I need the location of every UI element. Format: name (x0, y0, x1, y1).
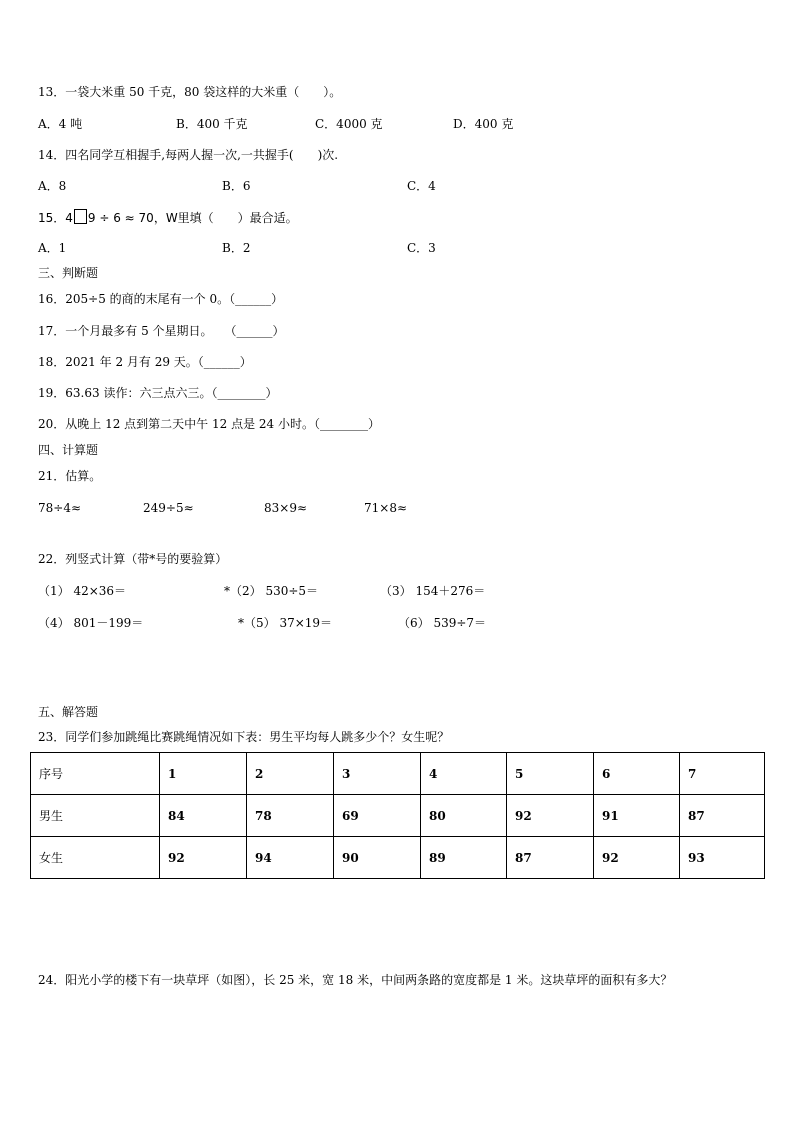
table-cell: 92 (507, 795, 594, 837)
table-row-girls (31, 837, 765, 879)
table-cell: 92 (594, 837, 680, 879)
table-header-cell: 3 (334, 753, 421, 795)
q15-option-b: B．2 (222, 241, 251, 255)
q22-stem: 22．列竖式计算（带*号的要验算） (38, 552, 228, 566)
q13-stem: 13．一袋大米重 50 千克，80 袋这样的大米重（ ）。 (38, 85, 342, 99)
table-cell: 87 (680, 795, 765, 837)
q18: 18．2021 年 2 月有 29 天。（______） (38, 355, 252, 369)
table-cell: 92 (160, 837, 247, 879)
table-header-cell: 序号 (31, 753, 160, 795)
table-cell: 男生 (31, 795, 160, 837)
q22-item-5: *（5） 37×19＝ (238, 616, 333, 630)
section-5-heading: 五、解答题 (38, 705, 99, 719)
table-cell: 80 (421, 795, 507, 837)
section-4-heading: 四、计算题 (38, 443, 99, 457)
q21-item-3: 83×9≈ (264, 501, 308, 515)
q20: 20．从晚上 12 点到第二天中午 12 点是 24 小时。（________） (38, 417, 380, 431)
table-header-cell: 5 (507, 753, 594, 795)
q14-option-c: C．4 (407, 179, 436, 193)
table-header-cell: 4 (421, 753, 507, 795)
q22-item-2: *（2） 530÷5＝ (224, 584, 319, 598)
q13-option-d: D．400 克 (453, 117, 514, 131)
q14-option-b: B．6 (222, 179, 251, 193)
q15-option-a: A．1 (38, 241, 67, 255)
jump-rope-table (30, 752, 765, 879)
q16: 16．205÷5 的商的末尾有一个 0。（______） (38, 292, 284, 306)
table-cell: 87 (507, 837, 594, 879)
q13-option-b: B．400 千克 (176, 117, 248, 131)
q21-item-2: 249÷5≈ (143, 501, 194, 515)
q14-option-a: A．8 (38, 179, 67, 193)
q15-stem (38, 209, 298, 226)
q15-stem-suffix: 9 ÷ 6 ≈ 70，W里填（ ）最合适。 (87, 211, 298, 225)
table-cell: 84 (160, 795, 247, 837)
table-header-cell: 2 (247, 753, 334, 795)
table-header-cell: 7 (680, 753, 765, 795)
q13-option-c: C．4000 克 (315, 117, 383, 131)
q21-stem: 21．估算。 (38, 469, 102, 483)
table-header-cell: 6 (594, 753, 680, 795)
table-cell: 69 (334, 795, 421, 837)
table-row-boys (31, 795, 765, 837)
q22-item-6: （6） 539÷7＝ (398, 616, 487, 630)
table-cell: 78 (247, 795, 334, 837)
table-cell: 91 (594, 795, 680, 837)
blank-box (74, 209, 87, 224)
table-header-row (31, 753, 765, 795)
table-cell: 94 (247, 837, 334, 879)
q17: 17．一个月最多有 5 个星期日。 （______） (38, 324, 285, 338)
table-cell: 93 (680, 837, 765, 879)
table-cell: 90 (334, 837, 421, 879)
q13-option-a: A．4 吨 (38, 117, 83, 131)
table-cell: 女生 (31, 837, 160, 879)
q22-item-1: （1） 42×36＝ (38, 584, 127, 598)
q23-stem: 23．同学们参加跳绳比赛跳绳情况如下表：男生平均每人跳多少个？女生呢？ (38, 730, 450, 744)
section-3-heading: 三、判断题 (38, 266, 99, 280)
q21-item-4: 71×8≈ (364, 501, 408, 515)
table-header-cell: 1 (160, 753, 247, 795)
q15-stem-prefix: 15．4 (38, 211, 73, 225)
q22-item-4: （4） 801－199＝ (38, 616, 144, 630)
q15-option-c: C．3 (407, 241, 436, 255)
q22-item-3: （3） 154＋276＝ (380, 584, 486, 598)
table-cell: 89 (421, 837, 507, 879)
q21-item-1: 78÷4≈ (38, 501, 82, 515)
q24: 24．阳光小学的楼下有一块草坪（如图），长 25 米，宽 18 米，中间两条路的宽度都是 1 米。这块草坪的面积有多大？ (38, 973, 673, 987)
q19: 19．63.63 读作：六三点六三。（________） (38, 386, 278, 400)
q14-stem: 14．四名同学互相握手,每两人握一次,一共握手( )次. (38, 148, 339, 162)
